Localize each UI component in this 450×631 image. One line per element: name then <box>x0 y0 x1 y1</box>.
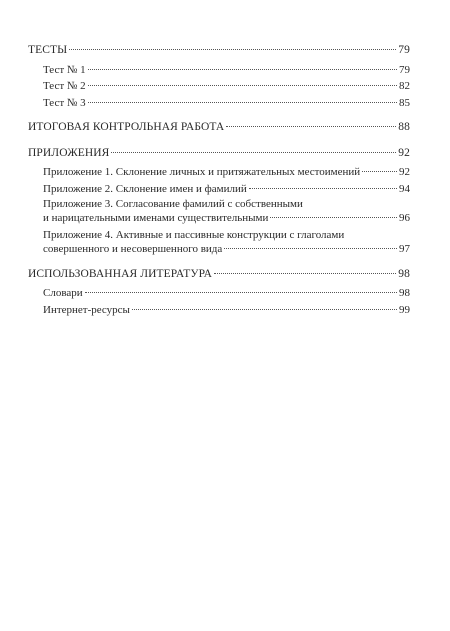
toc-page-number: 99 <box>399 304 410 316</box>
toc-entry-tests[interactable] <box>28 44 410 57</box>
toc-entry-dictionaries[interactable] <box>43 287 410 300</box>
dot-leader <box>224 248 397 249</box>
dot-leader <box>88 69 397 70</box>
toc-entry-title: Интернет-ресурсы <box>43 304 130 316</box>
toc-entry-literature[interactable] <box>28 268 410 281</box>
toc-entry-title: ПРИЛОЖЕНИЯ <box>28 147 110 159</box>
toc-entry-title: Словари <box>43 287 83 299</box>
dot-leader <box>88 85 397 86</box>
toc-entry-title: ИСПОЛЬЗОВАННАЯ ЛИТЕРАТУРА <box>28 268 213 280</box>
dot-leader <box>132 309 397 310</box>
toc-entry-appendix-2[interactable] <box>43 183 410 196</box>
toc-entry-title: и нарицательными именами существительными <box>43 212 269 224</box>
toc-page-number: 92 <box>399 166 410 178</box>
toc-entry-appendix-3-line1[interactable]: Приложение 3. Согласование фамилий с собственными <box>43 198 303 210</box>
dot-leader <box>69 49 396 50</box>
toc-entry-appendix-1[interactable] <box>43 166 410 179</box>
toc-entry-title: Приложение 2. Склонение имен и фамилий <box>43 183 247 195</box>
toc-entry-title: Приложение 1. Склонение личных и притяжательных местоимений <box>43 166 361 178</box>
toc-entry-test-3[interactable] <box>43 97 410 110</box>
dot-leader <box>85 292 397 293</box>
toc-page-number: 96 <box>399 212 410 224</box>
toc-page-number: 85 <box>399 97 410 109</box>
toc-page-number: 97 <box>399 243 410 255</box>
toc-entry-appendices[interactable] <box>28 147 410 160</box>
toc-entry-title: Тест № 3 <box>43 97 86 109</box>
toc-page-number: 98 <box>399 287 410 299</box>
toc-entry-title: ИТОГОВАЯ КОНТРОЛЬНАЯ РАБОТА <box>28 121 225 133</box>
toc-entry-appendix-4[interactable] <box>43 243 410 256</box>
toc-entry-title: совершенного и несовершенного вида <box>43 243 223 255</box>
toc-page-number: 98 <box>398 268 410 280</box>
toc-page-number: 94 <box>399 183 410 195</box>
toc-entry-title: Тест № 2 <box>43 80 86 92</box>
dot-leader <box>88 102 397 103</box>
toc-page-number: 79 <box>399 64 410 76</box>
toc-entry-appendix-3[interactable] <box>43 212 410 225</box>
toc-entry-title: ТЕСТЫ <box>28 44 68 56</box>
dot-leader <box>249 188 397 189</box>
toc-entry-appendix-4-line1[interactable]: Приложение 4. Активные и пассивные конструкции с глаголами <box>43 229 345 241</box>
toc-entry-title: Тест № 1 <box>43 64 86 76</box>
dot-leader <box>214 273 396 274</box>
toc-entry-internet-resources[interactable] <box>43 304 410 317</box>
toc-page-number: 92 <box>398 147 410 159</box>
dot-leader <box>226 126 396 127</box>
dot-leader <box>362 171 397 172</box>
toc-entry-test-1[interactable] <box>43 64 410 77</box>
dot-leader <box>111 152 396 153</box>
toc-entry-test-2[interactable] <box>43 80 410 93</box>
dot-leader <box>270 217 397 218</box>
toc-entry-final-work[interactable] <box>28 121 410 134</box>
toc-page-number: 82 <box>399 80 410 92</box>
toc-page-number: 79 <box>398 44 410 56</box>
toc-page-number: 88 <box>398 121 410 133</box>
